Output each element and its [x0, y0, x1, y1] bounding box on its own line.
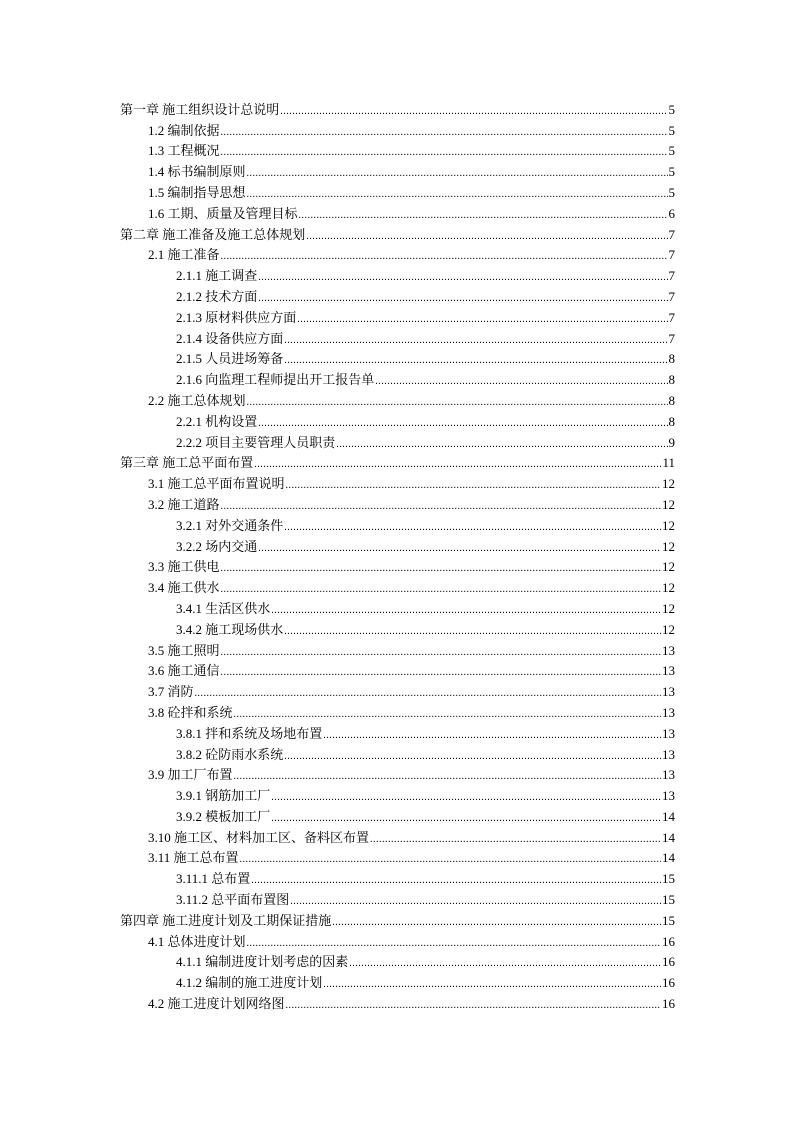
- toc-entry-page-number: 16: [662, 975, 675, 991]
- toc-entry-page-number: 7: [668, 247, 675, 263]
- toc-entry[interactable]: [120, 783, 675, 804]
- toc-entry-title: 2.1.5 人员进场筹备: [176, 351, 284, 367]
- toc-entry-page-number: 13: [662, 663, 675, 679]
- toc-dot-leader: [271, 605, 661, 617]
- toc-dot-leader: [221, 647, 661, 659]
- toc-entry-page-number: 16: [662, 954, 675, 970]
- toc-entry-title: 2.1 施工准备: [148, 247, 220, 263]
- toc-dot-leader: [221, 127, 668, 139]
- toc-entry[interactable]: [120, 991, 675, 1012]
- toc-entry-page-number: 7: [668, 330, 675, 346]
- toc-dot-leader: [271, 792, 661, 804]
- toc-entry-page-number: 12: [662, 621, 675, 637]
- toc-entry-page-number: 13: [662, 725, 675, 741]
- toc-entry[interactable]: [120, 471, 675, 492]
- toc-entry[interactable]: [120, 430, 675, 451]
- toc-entry-title: 2.1.3 原材料供应方面: [176, 309, 297, 325]
- toc-entry-page-number: 12: [662, 538, 675, 554]
- toc-dot-leader: [297, 314, 667, 326]
- toc-entry[interactable]: [120, 388, 675, 409]
- toc-entry-page-number: 13: [662, 642, 675, 658]
- toc-entry-page-number: 9: [668, 434, 675, 450]
- toc-entry-page-number: 15: [662, 871, 675, 887]
- toc-entry-page-number: 5: [668, 164, 675, 180]
- toc-entry-title: 1.2 编制依据: [148, 122, 220, 138]
- toc-entry-page-number: 13: [662, 788, 675, 804]
- toc-entry-title: 3.2.1 对外交通条件: [176, 517, 284, 533]
- toc-dot-leader: [284, 355, 667, 367]
- toc-entry-title: 3.10 施工区、材料加工区、备料区布置: [148, 829, 370, 845]
- toc-entry[interactable]: [120, 409, 675, 430]
- toc-entry-page-number: 14: [662, 829, 675, 845]
- toc-entry-title: 3.7 消防: [148, 684, 194, 700]
- toc-dot-leader: [375, 376, 667, 388]
- toc-entry-title: 3.5 施工照明: [148, 642, 220, 658]
- toc-entry[interactable]: [120, 575, 675, 596]
- toc-dot-leader: [234, 709, 661, 721]
- toc-dot-leader: [251, 875, 661, 887]
- toc-entry-title: 3.9 加工厂布置: [148, 767, 233, 783]
- toc-entry-title: 2.2.2 项目主要管理人员职责: [176, 434, 336, 450]
- toc-dot-leader: [258, 418, 667, 430]
- toc-dot-leader: [284, 626, 661, 638]
- toc-dot-leader: [247, 189, 668, 201]
- toc-entry[interactable]: [120, 970, 675, 991]
- toc-entry-page-number: 12: [662, 600, 675, 616]
- toc-dot-leader: [286, 480, 661, 492]
- toc-dot-leader: [247, 397, 668, 409]
- toc-entry-title: 3.1 施工总平面布置说明: [148, 476, 285, 492]
- toc-entry[interactable]: [120, 887, 675, 908]
- toc-entry-page-number: 15: [662, 912, 675, 928]
- toc-entry[interactable]: [120, 451, 675, 472]
- toc-entry-title: 2.1.4 设备供应方面: [176, 330, 284, 346]
- toc-dot-leader: [258, 293, 667, 305]
- toc-entry[interactable]: [120, 638, 675, 659]
- toc-dot-leader: [323, 730, 661, 742]
- toc-entry[interactable]: [120, 555, 675, 576]
- toc-dot-leader: [221, 584, 661, 596]
- toc-dot-leader: [195, 688, 661, 700]
- toc-entry-title: 1.5 编制指导思想: [148, 184, 246, 200]
- toc-entry-page-number: 7: [668, 226, 675, 242]
- toc-entry-title: 3.8 砼拌和系统: [148, 704, 233, 720]
- toc-entry-page-number: 7: [668, 268, 675, 284]
- toc-entry[interactable]: [120, 180, 675, 201]
- toc-entry[interactable]: [120, 846, 675, 867]
- toc-entry-title: 2.2 施工总体规划: [148, 392, 246, 408]
- toc-dot-leader: [221, 501, 661, 513]
- toc-entry-title: 3.8.1 拌和系统及场地布置: [176, 725, 323, 741]
- toc-entry[interactable]: [120, 866, 675, 887]
- toc-entry-title: 3.11.2 总平面布置图: [176, 892, 290, 908]
- toc-entry-title: 2.1.2 技术方面: [176, 288, 258, 304]
- toc-entry-title: 3.8.2 砼防雨水系统: [176, 746, 284, 762]
- toc-entry[interactable]: [120, 721, 675, 742]
- toc-entry-page-number: 16: [662, 933, 675, 949]
- toc-entry-title: 3.9.2 模板加工厂: [176, 808, 271, 824]
- toc-entry-title: 3.6 施工通信: [148, 663, 220, 679]
- toc-entry-title: 3.4.2 施工现场供水: [176, 621, 284, 637]
- toc-dot-leader: [284, 751, 661, 763]
- toc-entry-title: 第四章 施工进度计划及工期保证措施: [120, 912, 332, 928]
- toc-entry[interactable]: [120, 263, 675, 284]
- toc-entry[interactable]: [120, 159, 675, 180]
- toc-entry[interactable]: [120, 284, 675, 305]
- toc-dot-leader: [271, 813, 661, 825]
- toc-entry-title: 3.11 施工总布置: [148, 850, 239, 866]
- toc-dot-leader: [284, 335, 667, 347]
- toc-entry[interactable]: [120, 243, 675, 264]
- toc-entry-page-number: 12: [662, 476, 675, 492]
- toc-entry-title: 4.1.2 编制的施工进度计划: [176, 975, 323, 991]
- toc-entry[interactable]: [120, 367, 675, 388]
- toc-entry-page-number: 13: [662, 746, 675, 762]
- toc-entry-title: 1.6 工期、质量及管理目标: [148, 205, 298, 221]
- toc-entry-page-number: 5: [668, 101, 675, 117]
- toc-entry-page-number: 12: [662, 559, 675, 575]
- toc-entry-page-number: 5: [668, 184, 675, 200]
- toc-dot-leader: [258, 272, 667, 284]
- toc-entry-page-number: 14: [662, 850, 675, 866]
- toc-entry[interactable]: [120, 617, 675, 638]
- toc-entry[interactable]: [120, 742, 675, 763]
- toc-dot-leader: [284, 522, 661, 534]
- toc-entry-page-number: 12: [662, 517, 675, 533]
- toc-entry-title: 3.4 施工供水: [148, 580, 220, 596]
- toc-entry-title: 3.11.1 总布置: [176, 871, 251, 887]
- toc-entry[interactable]: [120, 139, 675, 160]
- toc-dot-leader: [247, 168, 668, 180]
- toc-entry-title: 2.2.1 机构设置: [176, 413, 258, 429]
- toc-entry-page-number: 16: [662, 996, 675, 1012]
- toc-entry[interactable]: [120, 513, 675, 534]
- toc-dot-leader: [306, 231, 667, 243]
- toc-entry-page-number: 14: [662, 808, 675, 824]
- toc-dot-leader: [221, 667, 661, 679]
- toc-entry-page-number: 7: [668, 288, 675, 304]
- toc-dot-leader: [336, 439, 667, 451]
- toc-dot-leader: [221, 563, 661, 575]
- toc-dot-leader: [286, 1000, 661, 1012]
- toc-entry[interactable]: [120, 534, 675, 555]
- toc-entry-page-number: 5: [668, 143, 675, 159]
- toc-entry[interactable]: [120, 763, 675, 784]
- toc-entry[interactable]: [120, 804, 675, 825]
- toc-dot-leader: [323, 979, 661, 991]
- toc-entry[interactable]: [120, 908, 675, 929]
- toc-entry-page-number: 8: [668, 392, 675, 408]
- toc-entry[interactable]: [120, 825, 675, 846]
- toc-entry[interactable]: [120, 492, 675, 513]
- toc-entry-title: 2.1.6 向监理工程师提出开工报告单: [176, 372, 375, 388]
- toc-entry-title: 第一章 施工组织设计总说明: [120, 101, 280, 117]
- toc-entry-title: 1.4 标书编制原则: [148, 164, 246, 180]
- toc-entry-title: 3.2.2 场内交通: [176, 538, 258, 554]
- toc-entry[interactable]: [120, 679, 675, 700]
- toc-dot-leader: [349, 958, 661, 970]
- toc-dot-leader: [299, 210, 668, 222]
- toc-entry-page-number: 13: [662, 767, 675, 783]
- toc-dot-leader: [290, 896, 661, 908]
- toc-entry[interactable]: [120, 659, 675, 680]
- toc-entry-page-number: 15: [662, 892, 675, 908]
- toc-entry-title: 第二章 施工准备及施工总体规划: [120, 226, 306, 242]
- table-of-contents: [120, 97, 675, 1012]
- toc-entry-page-number: 12: [662, 496, 675, 512]
- toc-entry-page-number: 8: [668, 351, 675, 367]
- toc-entry-title: 4.2 施工进度计划网络图: [148, 996, 285, 1012]
- toc-entry[interactable]: [120, 326, 675, 347]
- toc-dot-leader: [221, 147, 668, 159]
- toc-entry-title: 第三章 施工总平面布置: [120, 455, 254, 471]
- toc-entry-page-number: 11: [662, 455, 675, 471]
- toc-entry[interactable]: [120, 222, 675, 243]
- toc-entry-title: 3.2 施工道路: [148, 496, 220, 512]
- toc-entry-page-number: 12: [662, 580, 675, 596]
- toc-entry-page-number: 8: [668, 372, 675, 388]
- toc-entry[interactable]: [120, 950, 675, 971]
- toc-entry[interactable]: [120, 97, 675, 118]
- toc-entry[interactable]: [120, 201, 675, 222]
- toc-entry[interactable]: [120, 118, 675, 139]
- toc-entry-page-number: 5: [668, 122, 675, 138]
- toc-dot-leader: [332, 917, 661, 929]
- toc-entry-page-number: 6: [668, 205, 675, 221]
- toc-entry-title: 2.1.1 施工调查: [176, 268, 258, 284]
- toc-entry-title: 3.3 施工供电: [148, 559, 220, 575]
- toc-dot-leader: [258, 543, 661, 555]
- toc-dot-leader: [221, 251, 668, 263]
- toc-entry[interactable]: [120, 929, 675, 950]
- toc-entry-page-number: 7: [668, 309, 675, 325]
- toc-dot-leader: [280, 106, 667, 118]
- toc-entry-title: 3.4.1 生活区供水: [176, 600, 271, 616]
- toc-dot-leader: [247, 938, 661, 950]
- toc-entry[interactable]: [120, 596, 675, 617]
- toc-entry-title: 4.1.1 编制进度计划考虑的因素: [176, 954, 349, 970]
- toc-entry-title: 3.9.1 钢筋加工厂: [176, 788, 271, 804]
- toc-entry[interactable]: [120, 347, 675, 368]
- toc-dot-leader: [240, 854, 661, 866]
- toc-entry-page-number: 8: [668, 413, 675, 429]
- toc-entry-title: 1.3 工程概况: [148, 143, 220, 159]
- toc-dot-leader: [370, 834, 661, 846]
- toc-entry-title: 4.1 总体进度计划: [148, 933, 246, 949]
- toc-dot-leader: [234, 771, 661, 783]
- toc-dot-leader: [254, 459, 661, 471]
- toc-entry[interactable]: [120, 700, 675, 721]
- toc-entry[interactable]: [120, 305, 675, 326]
- toc-entry-page-number: 13: [662, 704, 675, 720]
- toc-entry-page-number: 13: [662, 684, 675, 700]
